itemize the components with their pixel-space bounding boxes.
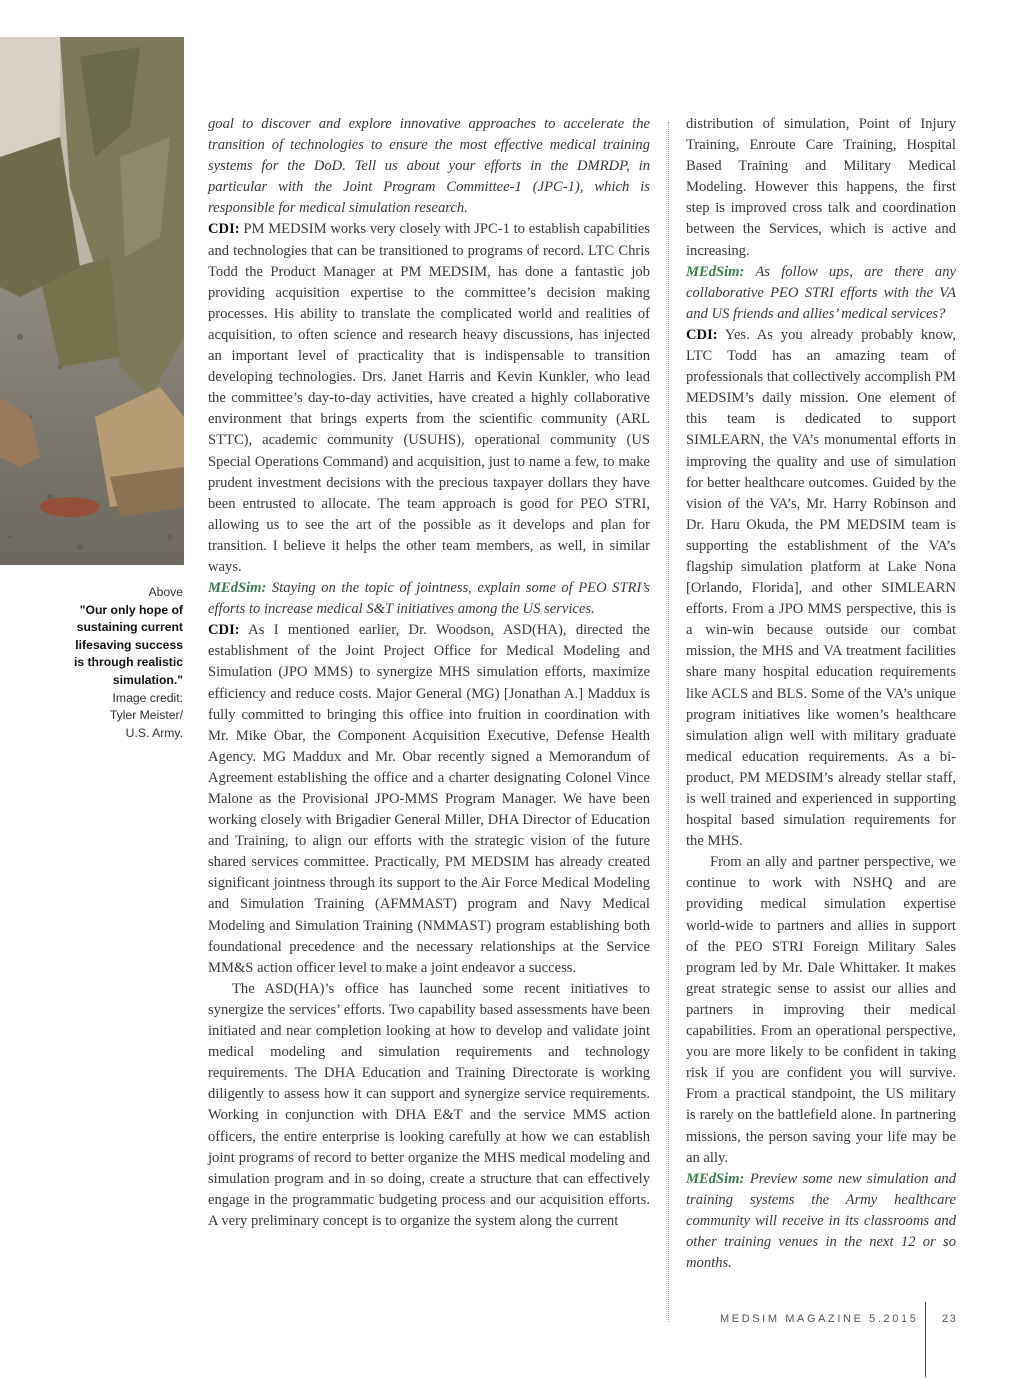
caption-quote-line: lifesaving success	[75, 637, 183, 652]
interview-answer	[686, 325, 956, 852]
caption-credit-line: Image credit:	[112, 690, 183, 705]
speaker-label-cdi: CDI:	[686, 326, 718, 343]
column-divider	[668, 122, 669, 1322]
interview-question	[208, 578, 650, 620]
magazine-name: MEDSIM MAGAZINE	[720, 1313, 864, 1325]
answer-paragraph-continued: distribution of simulation, Point of Injury Training, Enroute Care Training, Hospital Based Training and Military Medical Modeling. However this happens, the first step is improved cross talk and coordination between the Services, which is active and increasing.	[686, 116, 956, 259]
interview-question	[686, 262, 956, 325]
page-number: 23	[942, 1313, 958, 1325]
speaker-label-cdi: CDI:	[208, 622, 240, 639]
issue-date: 5.2015	[869, 1313, 919, 1325]
speaker-label-cdi: CDI:	[208, 221, 240, 238]
photo-caption	[20, 584, 183, 742]
interview-question-continued: goal to discover and explore innovative approaches to accelerate the transition of technologies to ensure the most effective medical training systems for the DoD. Tell us about your efforts in the DMRDP, in particular with the Joint Program Committee-1 (JPC-1), which is responsible for medical simulation research.	[208, 116, 650, 217]
caption-credit-line: U.S. Army.	[125, 725, 183, 740]
interview-question	[686, 1169, 956, 1274]
answer-paragraph: The ASD(HA)’s office has launched some recent initiatives to synergize the services’ efforts. Two capability based assessments have been initiated and near completion looking at how to develop and validate joint medical modeling and simulation requirements and technology requirements. The DHA Education and Training Directorate is working diligently to assess how it can support and synergize service requirements. Working in conjunction with DHA E&T and the service MMS action officers, the entire enterprise is looking carefully at how we can establish joint programs of record to better organize the MHS medical modeling and simulation program and in so doing, create a structure that can effectively engage in the programmatic budgeting process and our acquisition efforts. A very preliminary concept is to organize the system along the current	[208, 980, 650, 1229]
interview-answer	[208, 620, 650, 979]
answer-text: PM MEDSIM works very closely with JPC-1 to establish capabilities and technologies that can be transitioned to programs of record. LTC Chris Todd the Product Manager at PM MEDSIM, has done a fantastic job providing acquisition expertise to the committee’s decision making processes. His ability to translate the complicated world and realities of acquisition, to often science and research heavy discussions, has injected an important level of practicality that is indispensable to transition developing technologies. Drs. Janet Harris and Kevin Kunkler, who lead the committee’s day-to-day activities, have created a highly collaborative environment that brings experts from the scientific community (ARL STTC), academic community (USUHS), operational community (US Special Operations Command) and acquisition, just to name a few, to make prudent investment decisions with the precious taxpayer dollars they have been entrusted to allocate. The team approach is good for PEO STRI, allowing us to see the art of the possible as it develops and plan for transition. I believe it helps the other team members, as well, in similar ways.	[208, 221, 650, 575]
article-column-right	[686, 114, 956, 1274]
article-column-left	[208, 114, 650, 1232]
caption-credit-line: Tyler Meister/	[109, 708, 183, 723]
footer-magazine	[720, 1313, 918, 1325]
caption-quote-line: simulation."	[112, 672, 183, 687]
caption-quote-line: "Our only hope of	[79, 602, 183, 617]
speaker-label-medsim: MEdSim:	[208, 580, 267, 597]
answer-text: As I mentioned earlier, Dr. Woodson, ASD(HA), directed the establishment of the Joint Project Office for Medical Modeling and Simulation (JPO MMS) to synergize MHS simulation efforts, maximize efficiency and reduce costs. Major General (MG) [Jonathan A.] Maddux is fully committed to bringing this office into fruition in coordination with Mr. Mike Obar, the Component Acquisition Executive, Defense Health Agency. MG Maddux and Mr. Obar recently signed a Memorandum of Agreement establishing the office and a charter designating Colonel Vince Malone as the Provisional JPO-MMS Program Manager. We have been working closely with Brigadier General Miller, DHA Director of Education and Training, to align our efforts with the strategic vision of the future shared services committee. Practically, PM MEDSIM has already created significant jointness through its support to the Air Force Medical Modeling and Simulation Training (AFMMAST) program and Navy Medical Modeling and Simulation Training (NMMAST) program establishing both foundational precedence and the necessary relationships at the Service MM&S action officer level to make a joint endeavor a success.	[208, 622, 650, 976]
answer-paragraph: From an ally and partner perspective, we continue to work with NSHQ and are providing medical simulation expertise world-wide to partners and allies in support of the PEO STRI Foreign Military Sales program led by Mr. Dale Whittaker. It makes great strategic sense to assist our allies and partners in improving their medical capabilities. From an operational perspective, you are more likely to be confident in taking risk if you are confident you will survive. From a practical standpoint, the US military is rarely on the battlefield alone. In partnering missions, the person saving your life may be an ally.	[686, 854, 956, 1166]
soldier-photo	[0, 37, 184, 565]
speaker-label-medsim: MEdSim:	[686, 1170, 745, 1187]
interview-answer	[208, 219, 650, 578]
caption-quote-line: sustaining current	[76, 620, 183, 635]
speaker-label-medsim: MEdSim:	[686, 263, 745, 280]
caption-above: Above	[148, 585, 183, 599]
question-text: As follow ups, are there any collaborative PEO STRI efforts with the VA and US friends and allies’ medical services?	[686, 263, 956, 322]
answer-text: Yes. As you already probably know, LTC Todd has an amazing team of professionals that collectively accomplish PM MEDSIM’s daily mission. One element of this team is dedicated to support SIMLEARN, the VA’s monumental efforts in improving the quality and use of simulation for better healthcare outcomes. Guided by the vision of the VA’s, Mr. Harry Robinson and Dr. Haru Okuda, the PM MEDSIM team is supporting the establishment of the VA’s flagship simulation platform at Lake Nona [Orlando, Florida], and other SIMLEARN efforts. From a JPO MMS perspective, this is a win-win because outside our combat mission, the MHS and VA treatment facilities share many hospital education requirements like ACLS and BLS. Some of the VA’s unique program initiatives like women’s healthcare simulation align well with military graduate medical education requirements. As a bi-product, PM MEDSIM’s already stellar staff, is well trained and experienced in supporting hospital based simulation requirements for the MHS.	[686, 326, 956, 850]
caption-quote-line: is through realistic	[73, 655, 183, 670]
soldier-photo-art	[0, 37, 184, 565]
footer-rule	[925, 1302, 926, 1377]
question-text: Preview some new simulation and training systems the Army healthcare community will receive in its classrooms and other training venues in the next 12 or so months.	[686, 1170, 956, 1272]
question-text: Staying on the topic of jointness, explain some of PEO STRI’s efforts to increase medical S&T initiatives among the US services.	[208, 580, 650, 618]
